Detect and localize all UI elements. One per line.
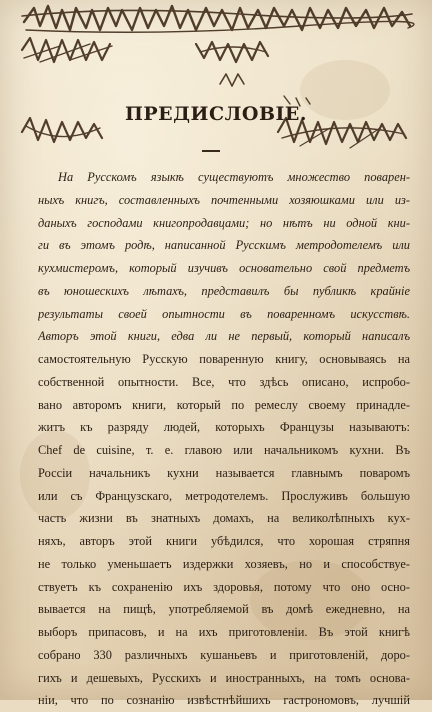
text-line: самостоятельную Русскую поваренную книгу, основываясь на [38, 352, 410, 366]
text-line: въ юношескихъ лѣтахъ, представилъ бы публикѣ крайніе [38, 283, 410, 298]
text-line: вано авторомъ книги, который по ремеслу своему принадле- [38, 397, 410, 412]
handwritten-scribble-overlay [0, 0, 432, 170]
text-line: няхъ, авторъ этой книги убѣдился, что хорошая стряпня [38, 534, 410, 548]
scribble-stroke [196, 42, 268, 62]
text-line: Chef de cuisine, т. е. главою или начальникомъ кухни. Въ [38, 443, 410, 457]
text-line: выборъ припасовъ, и на ихъ приготовленіи. Въ этой книгѣ [38, 625, 410, 639]
text-line: результаты своей опытности въ поваренномъ искусствѣ. [38, 306, 410, 321]
text-line: гихъ и дешевыхъ, Русскихъ и иностранныхъ, на томъ основа- [38, 670, 410, 685]
text-line: ги въ этомъ родѣ, написанной Русскимъ метродотелемъ или [38, 238, 410, 253]
text-line: вывается на пищѣ, употребляемой въ домѣ ежедневно, на [38, 602, 410, 617]
text-line: ныхъ книгъ, составленныхъ почтенными хозяюшками или из- [38, 192, 410, 207]
scribble-stroke [22, 38, 110, 62]
preface-paragraph [38, 166, 410, 712]
text-line: собрано 330 различныхъ кушаньевъ и приготовленій, доро- [38, 647, 410, 662]
text-line: Россіи начальникъ кухни называется главнымъ поваромъ [38, 465, 410, 480]
text-line: собственной опытности. Все, что здѣсь описано, испробо- [38, 374, 410, 389]
text-line: ствуетъ къ сохраненію ихъ здоровья, потому что оно осно- [38, 579, 410, 594]
text-line: ніи, что по сознанію извѣстнѣйшихъ гастрономовъ, лучшій [38, 693, 410, 708]
page-title: ПРЕДИСЛОВІЕ. [124, 103, 308, 125]
text-line: даныхъ господами книгопродавцами; но нѣтъ ни одной кни- [38, 215, 410, 230]
text-line: или съ Французскаго, метродотелемъ. Прослуживъ большую [38, 488, 410, 503]
text-line: часть жизни въ знатныхъ домахъ, на великолѣпныхъ кух- [38, 511, 410, 526]
text-line: кухмистеромъ, который изучивъ основательно свой предметъ [38, 261, 410, 275]
text-line: не только уменьшаетъ издержки хозяевъ, но и способствуе- [38, 556, 410, 571]
scribble-stroke [220, 74, 244, 86]
text-line: житъ къ разряду людей, которыхъ Французы называютъ: [38, 420, 410, 435]
text-line: Авторъ этой книги, едва ли не первый, который написалъ [38, 329, 410, 344]
text-line: На Русскомъ языкѣ существуютъ множество поварен- [58, 170, 410, 184]
title-divider [202, 150, 220, 152]
